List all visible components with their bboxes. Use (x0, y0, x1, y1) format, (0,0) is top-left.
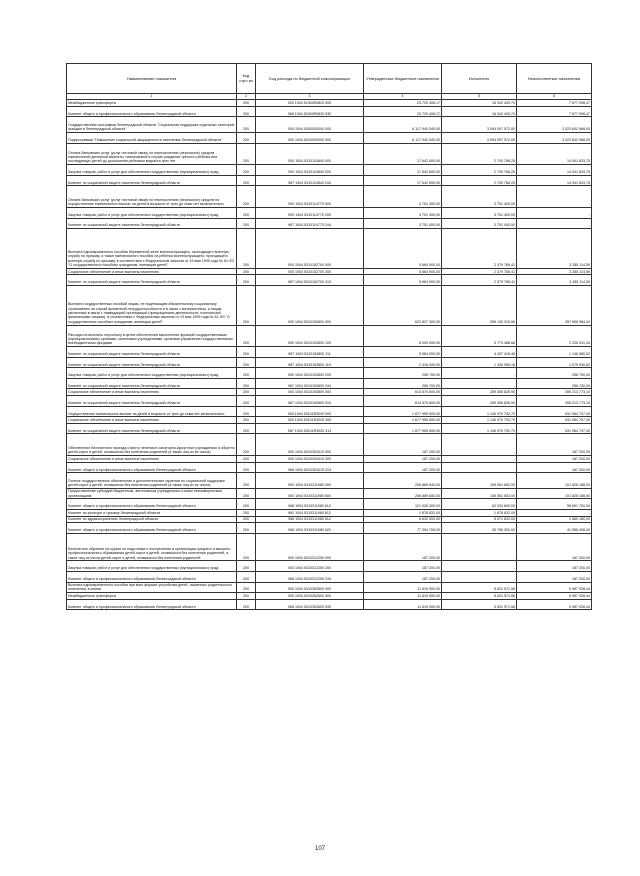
row-budget-code: 000 1004 5310114770 200 (256, 207, 364, 218)
column-number: 4 (364, 93, 442, 100)
table-row (67, 100, 592, 107)
row-executed: - (442, 561, 517, 572)
row-line-code: 200 (237, 357, 256, 368)
table-row (67, 561, 592, 572)
row-approved: 256 700,00 (364, 368, 442, 379)
row-budget-code: 000 1004 53101R3020 300 (256, 417, 364, 424)
row-approved: 614 570 600,00 (364, 389, 442, 396)
row-budget-code: 000 1004 5310312250 200 (256, 561, 364, 572)
row-executed: 4 437 419,48 (442, 347, 517, 358)
table-row (67, 117, 592, 133)
row-executed: 2 379 785,41 (442, 268, 517, 275)
row-line-code: 200 (237, 571, 256, 582)
row-line-code: 200 (237, 434, 256, 456)
row-executed: - (442, 456, 517, 463)
row-name: Комитет по культуре и туризму Ленинградской области (67, 510, 237, 517)
row-unexecuted: 355 213 773,10 (517, 396, 592, 407)
table-row (67, 207, 592, 218)
row-executed: - (442, 368, 517, 379)
table-row (67, 165, 592, 176)
row-approved: 3 751 400,00 (364, 218, 442, 229)
row-approved: 8 000 000,00 (364, 325, 442, 347)
row-unexecuted: 256 700,00 (517, 378, 592, 389)
row-unexecuted: 187 200,00 (517, 462, 592, 473)
row-name: Комитет общего и профессионального образования Ленинградской области (67, 462, 237, 473)
row-executed: 259 356 826,90 (442, 396, 517, 407)
row-line-code: 200 (237, 143, 256, 165)
row-line-code: 200 (237, 533, 256, 561)
row-executed: 1 878 832,00 (442, 510, 517, 517)
row-executed: 35 796 300,00 (442, 523, 517, 534)
row-name: Комитет общего и профессионального образования Ленинградской области (67, 571, 237, 582)
table-row (67, 132, 592, 143)
row-budget-code: 000 1004 52404R0820 500 (256, 100, 364, 107)
row-name: Осуществление ежемесячных выплат на детей в возрасте от трех до семи лет включительно (67, 406, 237, 417)
row-executed: 5 071 820,00 (442, 516, 517, 523)
row-name: Закупка товаров, работ и услуг для обеспечения государственных (муниципальных) нужд (67, 207, 237, 218)
row-executed: 1 145 970 792,70 (442, 406, 517, 417)
row-executed: - (442, 533, 517, 561)
row-unexecuted: 2 226 511,34 (517, 325, 592, 347)
row-name: Подпрограмма "Повышение социальной защищенности населения Ленинградской области" (67, 132, 237, 143)
table-row (67, 488, 592, 499)
row-line-code: 200 (237, 368, 256, 379)
table-row (67, 533, 592, 561)
row-unexecuted: - (517, 186, 592, 208)
row-executed: 5 631 971,56 (442, 599, 517, 610)
row-approved: 187 200,00 (364, 561, 442, 572)
row-name: Расходы на выплаты персоналу в целях обеспечения выполнения функций государственными (муниципальными) органами, казенными учреждениями, органами управления государственными внебюджетными фондами (67, 325, 237, 347)
row-line-code: 200 (237, 347, 256, 358)
row-budget-code: 000 1004 5310303410 300 (256, 456, 364, 463)
row-line-code: 200 (237, 285, 256, 325)
row-line-code: 200 (237, 417, 256, 424)
row-line-code: 200 (237, 117, 256, 133)
row-approved: 17 642 600,00 (364, 175, 442, 186)
row-line-code: 200 (237, 396, 256, 407)
row-budget-code: 986 1004 5310311980 612 (256, 516, 364, 523)
table-row (67, 378, 592, 389)
row-budget-code: 987 1004 5310153800 244 (256, 378, 364, 389)
row-unexecuted: 7 677 998,47 (517, 106, 592, 117)
row-budget-code: 000 1004 5310114770 000 (256, 186, 364, 208)
row-unexecuted: 187 200,00 (517, 533, 592, 561)
row-approved: 3 751 400,00 (364, 207, 442, 218)
row-budget-code: 987 1004 5310153800 119 (256, 357, 364, 368)
row-unexecuted: 187 200,00 (517, 434, 592, 456)
row-name: Закупка товаров, работ и услуг для обеспечения государственных (муниципальных) нужд (67, 165, 237, 176)
row-name: Предоставление субсидий бюджетным, автономным учреждениям и иным некоммерческим организациям (67, 488, 237, 499)
table-row (67, 106, 592, 117)
row-executed: 3 751 400,00 (442, 186, 517, 208)
row-name: Закупка товаров, работ и услуг для обеспечения государственных (муниципальных) нужд (67, 561, 237, 572)
row-approved: 3 751 400,00 (364, 186, 442, 208)
row-name: Государственная программа Ленинградской области "Социальная поддержка отдельных категорий граждан в Ленинградской области" (67, 117, 237, 133)
column-number: 1 (67, 93, 237, 100)
table-row (67, 357, 592, 368)
row-unexecuted: - (517, 510, 592, 517)
row-budget-code: 068 1004 5310312250 244 (256, 571, 364, 582)
table-row (67, 347, 592, 358)
row-approved: 17 642 600,00 (364, 165, 442, 176)
row-unexecuted: 357 696 984,44 (517, 285, 592, 325)
row-name: Комитет по социальной защите населения Ленинградской области (67, 275, 237, 286)
row-unexecuted: 187 200,00 (517, 571, 592, 582)
row-approved: 6 117 940 540,00 (364, 117, 442, 133)
row-budget-code: 000 1004 5310303410 000 (256, 434, 364, 456)
table-row (67, 593, 592, 600)
header-name: Наименование показателя (67, 64, 237, 94)
table-row (67, 423, 592, 434)
table-row (67, 368, 592, 379)
row-name: Оплата банковских услуг (услуг почтовой связи) по перечислению (пересылке) средств ежемесячной денежной выплаты, назначаемой в случае рождения третьего ребенка или последующих детей до достижения ребенком возраста трех лет (67, 143, 237, 165)
row-approved: 6 117 940 540,00 (364, 132, 442, 143)
row-unexecuted: 5 987 928,44 (517, 582, 592, 593)
row-budget-code: 987 1004 5310153800 313 (256, 396, 364, 407)
row-unexecuted: 3 285 114,59 (517, 268, 592, 275)
row-unexecuted: 531 984 707,30 (517, 417, 592, 424)
row-budget-code: 987 1004 5310110840 244 (256, 175, 364, 186)
row-executed: 3 094 097 572,00 (442, 117, 517, 133)
table-row (67, 456, 592, 463)
row-budget-code: 000 1004 5310000000 000 (256, 132, 364, 143)
row-approved: 2 416 000,00 (364, 357, 442, 368)
row-unexecuted: - (517, 218, 592, 229)
row-approved: 187 200,00 (364, 434, 442, 456)
row-line-code: 200 (237, 207, 256, 218)
row-name: Социальное обеспечение и иные выплаты населению (67, 456, 237, 463)
row-executed: - (442, 378, 517, 389)
row-unexecuted: 1 079 930,82 (517, 357, 592, 368)
row-budget-code: 982 1004 5310311980 612 (256, 510, 364, 517)
row-name: Социальное обеспечение и иные выплаты населению (67, 389, 237, 396)
table-row (67, 406, 592, 417)
row-executed: 105 061 652,00 (442, 488, 517, 499)
row-unexecuted: 355 213 773,10 (517, 389, 592, 396)
row-unexecuted: 5 987 928,44 (517, 593, 592, 600)
table-row (67, 275, 592, 286)
row-approved: 1 878 832,00 (364, 510, 442, 517)
row-unexecuted: 101 828 188,00 (517, 473, 592, 489)
row-budget-code: 000 1004 5310352600 000 (256, 582, 364, 593)
table-row (67, 523, 592, 534)
row-line-code: 200 (237, 523, 256, 534)
row-executed: 16 042 409,70 (442, 100, 517, 107)
row-line-code: 200 (237, 100, 256, 107)
row-name: Выплата единовременного пособия беременной жене военнослужащего, проходящего военную службу по призыву, а также ежемесячного пособия на ребенка военнослужащего, проходящего военную службу по призыву, в соответствии с Федеральным законом от 19 мая 1995 года № 81-ФЗ "О государственных пособиях гражданам, имеющим детей" (67, 229, 237, 269)
row-line-code: 200 (237, 275, 256, 286)
row-executed: 2 379 785,41 (442, 275, 517, 286)
row-budget-code: 068 1004 5310311980 622 (256, 523, 364, 534)
row-name: Комитет общего и профессионального образования Ленинградской области (67, 599, 237, 610)
row-budget-code: 000 1004 5310152700 000 (256, 229, 364, 269)
row-name: Комитет по социальной защите населения Ленинградской области (67, 378, 237, 389)
row-budget-code: 987 1004 5310114770 244 (256, 218, 364, 229)
table-row (67, 599, 592, 610)
row-unexecuted: 14 941 833,75 (517, 143, 592, 165)
table-row (67, 434, 592, 456)
row-approved: 256 700,00 (364, 378, 442, 389)
row-approved: 11 619 900,00 (364, 593, 442, 600)
row-line-code: 200 (237, 229, 256, 269)
row-unexecuted: 3 285 114,59 (517, 275, 592, 286)
column-number: 2 (237, 93, 256, 100)
row-budget-code: 000 1004 5300000000 000 (256, 117, 364, 133)
budget-execution-sheet (66, 63, 591, 610)
row-approved: 5 664 900,00 (364, 275, 442, 286)
row-budget-code: 000 1004 53101R3020 000 (256, 406, 364, 417)
row-unexecuted: - (517, 207, 592, 218)
row-line-code: 200 (237, 268, 256, 275)
row-name: Оплата банковских услуг (услуг почтовой связи) по перечислению (пересылке) средств на осуществление ежемесячных выплат на детей в возрасте от трех до семи лет включительно (67, 186, 237, 208)
table-body (67, 100, 592, 610)
row-approved: 11 619 900,00 (364, 599, 442, 610)
row-approved: 23 720 408,17 (364, 106, 442, 117)
column-number-row (67, 93, 592, 100)
row-line-code: 200 (237, 599, 256, 610)
row-budget-code: 000 1004 5310312250 000 (256, 533, 364, 561)
row-approved: 6 632 000,00 (364, 516, 442, 523)
row-budget-code: 987 1004 53101R3020 313 (256, 423, 364, 434)
row-unexecuted: 531 984 707,30 (517, 423, 592, 434)
row-name: Комитет по социальной защите населения Ленинградской области (67, 423, 237, 434)
row-executed: 2 700 766,25 (442, 175, 517, 186)
row-name: Закупка товаров, работ и услуг для обеспечения государственных (муниципальных) нужд (67, 368, 237, 379)
row-line-code: 200 (237, 175, 256, 186)
row-executed: 62 334 600,00 (442, 499, 517, 510)
row-approved: 1 677 955 500,00 (364, 423, 442, 434)
row-unexecuted: 187 200,00 (517, 456, 592, 463)
row-unexecuted: 5 987 928,44 (517, 599, 592, 610)
row-executed: 259 356 826,90 (442, 389, 517, 396)
row-unexecuted: 14 941 833,75 (517, 165, 592, 176)
row-name: Межбюджетные трансферты (67, 593, 237, 600)
row-name: Комитет по социальной защите населения Ленинградской области (67, 357, 237, 368)
row-unexecuted: 1 146 580,52 (517, 347, 592, 358)
row-executed: 3 751 400,00 (442, 218, 517, 229)
column-number: 5 (442, 93, 517, 100)
row-budget-code: 068 1004 5310311980 612 (256, 499, 364, 510)
row-approved: 121 026 300,00 (364, 499, 442, 510)
row-name: Комитет общего и профессионального образования Ленинградской области (67, 106, 237, 117)
row-unexecuted: 58 691 700,00 (517, 499, 592, 510)
table-row (67, 229, 592, 269)
row-approved: 187 200,00 (364, 462, 442, 473)
row-executed: 3 094 097 572,00 (442, 132, 517, 143)
row-unexecuted: 3 285 114,59 (517, 229, 592, 269)
row-approved: 1 677 955 500,00 (364, 406, 442, 417)
row-line-code: 200 (237, 132, 256, 143)
row-line-code: 200 (237, 462, 256, 473)
row-approved: 206 889 840,00 (364, 488, 442, 499)
row-name: Бесплатное обучение на курсах по подготовке к поступлению в организации среднего и высшего профессионального образования детей-сирот и детей, оставшихся без попечения родителей, а также лиц из числа детей-сирот и детей, оставшихся без попечения родителей (67, 533, 237, 561)
table-row (67, 516, 592, 523)
row-approved: 23 720 408,17 (364, 100, 442, 107)
row-line-code: 200 (237, 561, 256, 572)
row-name: Комитет по социальной защите населения Ленинградской области (67, 396, 237, 407)
row-line-code: 200 (237, 423, 256, 434)
row-line-code: 200 (237, 378, 256, 389)
table-row (67, 571, 592, 582)
row-budget-code: 000 1004 5310311980 600 (256, 488, 364, 499)
row-budget-code: 000 1004 5310153800 100 (256, 325, 364, 347)
row-approved: 187 200,00 (364, 533, 442, 561)
row-line-code: 200 (237, 389, 256, 396)
row-unexecuted: 3 023 842 968,00 (517, 132, 592, 143)
row-approved: 5 664 900,00 (364, 229, 442, 269)
row-unexecuted: 7 677 998,47 (517, 100, 592, 107)
row-approved: 1 677 955 500,00 (364, 417, 442, 424)
row-name: Комитет по социальной защите населения Ленинградской области (67, 347, 237, 358)
row-line-code: 200 (237, 593, 256, 600)
row-line-code: 200 (237, 488, 256, 499)
table-row (67, 499, 592, 510)
row-approved: 206 889 840,00 (364, 473, 442, 489)
row-unexecuted: 256 700,00 (517, 368, 592, 379)
table-row (67, 582, 592, 593)
row-name: Выплата государственных пособий лицам, не подлежащим обязательному социальному страхованию на случай временной нетрудоспособности и в связи с материнством, и лицам, уволенным в связи с ликвидацией организаций (прекращением деятельности, полномочий физическими лицами), в соответствии с Федеральным законом от 19 мая 1995 года № 81-ФЗ "О государственных пособиях гражданам, имеющим детей" (67, 285, 237, 325)
row-budget-code: 000 1004 5310110840 000 (256, 143, 364, 165)
row-approved: 614 570 600,00 (364, 396, 442, 407)
row-line-code: 200 (237, 406, 256, 417)
row-unexecuted: 3 023 842 968,00 (517, 117, 592, 133)
row-name: Комитет по социальной защите населения Ленинградской области (67, 218, 237, 229)
row-executed: 5 631 971,56 (442, 593, 517, 600)
row-executed: 105 061 652,00 (442, 473, 517, 489)
row-approved: 187 200,00 (364, 456, 442, 463)
header-unexecuted: Неисполненные назначения (517, 64, 592, 94)
row-budget-code: 000 1004 5310352600 500 (256, 593, 364, 600)
row-approved: 622 827 300,00 (364, 285, 442, 325)
row-line-code: 200 (237, 218, 256, 229)
row-budget-code: 987 1004 5310153800 111 (256, 347, 364, 358)
row-name: Комитет общего и профессионального образования Ленинградской области (67, 499, 237, 510)
row-executed: 3 751 400,00 (442, 207, 517, 218)
row-budget-code: 068 1004 5310303410 313 (256, 462, 364, 473)
row-approved: 187 200,00 (364, 571, 442, 582)
table-row (67, 186, 592, 208)
row-name: Социальное обеспечение и иные выплаты населению (67, 268, 237, 275)
row-name: Полное государственное обеспечение и дополнительные гарантии по социальной поддержке детей-сирот и детей, оставшихся без попечения родителей (а также лиц из их числа) (67, 473, 237, 489)
row-approved: 5 584 000,00 (364, 347, 442, 358)
row-budget-code: 068 1004 5310352600 530 (256, 599, 364, 610)
row-budget-code: 000 1004 5310153800 300 (256, 389, 364, 396)
row-executed: 5 773 488,66 (442, 325, 517, 347)
row-line-code: 200 (237, 473, 256, 489)
row-unexecuted: 1 560 180,00 (517, 516, 592, 523)
row-line-code: 200 (237, 165, 256, 176)
table-row (67, 396, 592, 407)
header-row (67, 64, 592, 94)
row-unexecuted: 101 828 188,00 (517, 488, 592, 499)
row-approved: 77 354 708,00 (364, 523, 442, 534)
row-line-code: 200 (237, 582, 256, 593)
row-name: Социальное обеспечение и иные выплаты населению (67, 417, 237, 424)
table-row (67, 510, 592, 517)
row-executed: 2 700 766,25 (442, 165, 517, 176)
row-approved: 17 642 600,00 (364, 143, 442, 165)
row-budget-code: 000 1004 5310311980 000 (256, 473, 364, 489)
row-executed: - (442, 462, 517, 473)
row-budget-code: 000 1004 5310152700 300 (256, 268, 364, 275)
table-row (67, 325, 592, 347)
table-row (67, 143, 592, 165)
row-name: Комитет по социальной защите населения Ленинградской области (67, 175, 237, 186)
row-name: Межбюджетные трансферты (67, 100, 237, 107)
row-name: Комитет по здравоохранению Ленинградской области (67, 516, 237, 523)
row-line-code: 200 (237, 499, 256, 510)
table-row (67, 218, 592, 229)
row-executed: 1 336 069,18 (442, 357, 517, 368)
row-unexecuted: 41 558 408,00 (517, 523, 592, 534)
row-executed: - (442, 571, 517, 582)
row-line-code: 200 (237, 456, 256, 463)
row-approved: 5 664 900,00 (364, 268, 442, 275)
table-row (67, 175, 592, 186)
row-name: Обеспечение бесплатного проезда к месту лечения в санаторно-курортных учреждениях и обратно детей-сирот и детей, оставшихся без попечения родителей (а также лиц из их числа) (67, 434, 237, 456)
row-approved: 11 619 900,00 (364, 582, 442, 593)
header-line-code: Код стро ки (237, 64, 256, 94)
header-executed: Исполнено (442, 64, 517, 94)
row-executed: - (442, 434, 517, 456)
table-row (67, 389, 592, 396)
header-approved: Утвержденные бюджетные назначения (364, 64, 442, 94)
row-name: Выплата единовременного пособия при всех формах устройства детей, лишенных родительского попечения, в семью (67, 582, 237, 593)
row-executed: 2 700 766,25 (442, 143, 517, 165)
row-unexecuted: 14 941 833,75 (517, 175, 592, 186)
row-line-code: 200 (237, 325, 256, 347)
column-number: 6 (517, 93, 592, 100)
row-executed: 2 379 785,41 (442, 229, 517, 269)
row-budget-code: 000 1004 5310153800 000 (256, 285, 364, 325)
row-name: Комитет общего и профессионального образования Ленинградской области (67, 523, 237, 534)
row-line-code: 200 (237, 186, 256, 208)
table-row (67, 285, 592, 325)
row-unexecuted: 187 200,00 (517, 561, 592, 572)
row-unexecuted: 531 984 707,30 (517, 406, 592, 417)
row-budget-code: 000 1004 5310153800 200 (256, 368, 364, 379)
row-budget-code: 987 1004 5310152700 313 (256, 275, 364, 286)
row-line-code: 200 (237, 516, 256, 523)
row-budget-code: 068 1004 52404R0820 530 (256, 106, 364, 117)
header-budget-code: Код расхода по бюджетной классификации (256, 64, 364, 94)
row-line-code: 200 (237, 510, 256, 517)
table-row (67, 462, 592, 473)
row-budget-code: 000 1004 5310110840 200 (256, 165, 364, 176)
budget-table (66, 63, 592, 610)
row-line-code: 200 (237, 106, 256, 117)
page-number: 107 (314, 846, 325, 852)
row-executed: 5 631 971,56 (442, 582, 517, 593)
row-executed: 1 145 970 792,70 (442, 423, 517, 434)
row-executed: 265 130 315,56 (442, 285, 517, 325)
table-row (67, 473, 592, 489)
column-number: 3 (256, 93, 364, 100)
row-executed: 16 042 409,70 (442, 106, 517, 117)
table-row (67, 268, 592, 275)
table-row (67, 417, 592, 424)
row-executed: 1 145 970 792,70 (442, 417, 517, 424)
